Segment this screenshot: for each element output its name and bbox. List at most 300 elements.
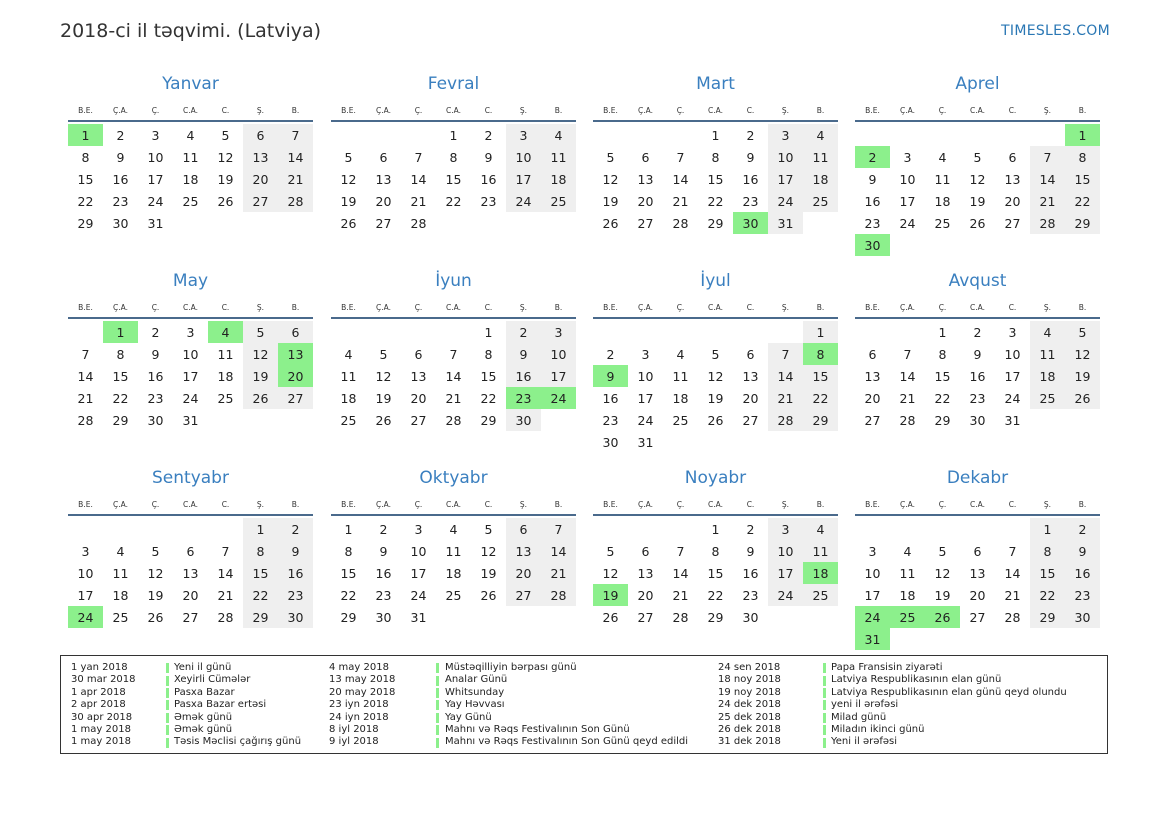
day-cell[interactable]: 7 [903,346,912,362]
day-cell[interactable]: 20 [410,390,427,406]
day-cell[interactable]: 26 [217,193,234,209]
day-cell[interactable]: 4 [344,346,353,362]
day-cell[interactable]: 4 [803,518,838,540]
day-cell[interactable]: 24 [768,190,803,212]
day-cell[interactable]: 31 [410,609,427,625]
day-cell[interactable]: 10 [182,346,199,362]
day-cell[interactable]: 22 [707,587,724,603]
day-cell[interactable]: 28 [672,215,689,231]
day-cell[interactable]: 19 [602,193,619,209]
day-cell[interactable]: 14 [672,565,689,581]
day-cell[interactable]: 7 [278,124,313,146]
day-cell[interactable]: 8 [1030,540,1065,562]
day-cell[interactable]: 13 [742,368,759,384]
day-cell[interactable]: 24 [182,390,199,406]
day-cell[interactable]: 12 [243,343,278,365]
day-cell[interactable]: 9 [116,149,125,165]
holiday-day-cell[interactable]: 4 [208,321,243,343]
day-cell[interactable]: 16 [112,171,129,187]
day-cell[interactable]: 22 [707,193,724,209]
day-cell[interactable]: 7 [414,149,423,165]
day-cell[interactable]: 4 [449,521,458,537]
day-cell[interactable]: 24 [637,412,654,428]
day-cell[interactable]: 8 [938,346,947,362]
day-cell[interactable]: 8 [711,149,720,165]
day-cell[interactable]: 19 [707,390,724,406]
day-cell[interactable]: 11 [803,146,838,168]
day-cell[interactable]: 2 [1065,518,1100,540]
day-cell[interactable]: 3 [903,149,912,165]
day-cell[interactable]: 10 [77,565,94,581]
day-cell[interactable]: 5 [344,149,353,165]
day-cell[interactable]: 29 [934,412,951,428]
day-cell[interactable]: 5 [711,346,720,362]
day-cell[interactable]: 15 [340,565,357,581]
day-cell[interactable]: 4 [903,543,912,559]
day-cell[interactable]: 10 [899,171,916,187]
day-cell[interactable]: 20 [969,587,986,603]
day-cell[interactable]: 23 [147,390,164,406]
day-cell[interactable]: 13 [182,565,199,581]
day-cell[interactable]: 14 [410,171,427,187]
day-cell[interactable]: 6 [243,124,278,146]
day-cell[interactable]: 29 [480,412,497,428]
day-cell[interactable]: 22 [340,587,357,603]
day-cell[interactable]: 2 [379,521,388,537]
day-cell[interactable]: 14 [899,368,916,384]
day-cell[interactable]: 18 [182,171,199,187]
day-cell[interactable]: 4 [116,543,125,559]
day-cell[interactable]: 27 [278,387,313,409]
day-cell[interactable]: 5 [606,543,615,559]
day-cell[interactable]: 1 [243,518,278,540]
day-cell[interactable]: 22 [1065,190,1100,212]
holiday-day-cell[interactable]: 24 [68,606,103,628]
day-cell[interactable]: 6 [746,346,755,362]
day-cell[interactable]: 9 [746,543,755,559]
day-cell[interactable]: 8 [484,346,493,362]
day-cell[interactable]: 30 [147,412,164,428]
day-cell[interactable]: 16 [278,562,313,584]
day-cell[interactable]: 13 [637,171,654,187]
day-cell[interactable]: 22 [480,390,497,406]
day-cell[interactable]: 7 [768,343,803,365]
day-cell[interactable]: 25 [1030,387,1065,409]
day-cell[interactable]: 15 [77,171,94,187]
day-cell[interactable]: 21 [278,168,313,190]
day-cell[interactable]: 17 [768,562,803,584]
day-cell[interactable]: 21 [899,390,916,406]
day-cell[interactable]: 17 [637,390,654,406]
day-cell[interactable]: 5 [973,149,982,165]
day-cell[interactable]: 23 [278,584,313,606]
day-cell[interactable]: 4 [1030,321,1065,343]
day-cell[interactable]: 17 [1004,368,1021,384]
day-cell[interactable]: 9 [484,149,493,165]
day-cell[interactable]: 28 [899,412,916,428]
day-cell[interactable]: 15 [707,565,724,581]
day-cell[interactable]: 8 [344,543,353,559]
day-cell[interactable]: 8 [81,149,90,165]
day-cell[interactable]: 2 [606,346,615,362]
day-cell[interactable]: 10 [768,540,803,562]
day-cell[interactable]: 18 [340,390,357,406]
day-cell[interactable]: 15 [243,562,278,584]
day-cell[interactable]: 10 [768,146,803,168]
day-cell[interactable]: 27 [637,215,654,231]
day-cell[interactable]: 21 [541,562,576,584]
day-cell[interactable]: 12 [375,368,392,384]
day-cell[interactable]: 22 [803,387,838,409]
day-cell[interactable]: 15 [1065,168,1100,190]
day-cell[interactable]: 1 [711,127,720,143]
day-cell[interactable]: 10 [506,146,541,168]
day-cell[interactable]: 18 [217,368,234,384]
day-cell[interactable]: 23 [864,215,881,231]
day-cell[interactable]: 4 [938,149,947,165]
day-cell[interactable]: 17 [147,171,164,187]
day-cell[interactable]: 13 [969,565,986,581]
day-cell[interactable]: 7 [676,543,685,559]
day-cell[interactable]: 2 [506,321,541,343]
day-cell[interactable]: 16 [969,368,986,384]
holiday-day-cell[interactable]: 20 [278,365,313,387]
day-cell[interactable]: 14 [672,171,689,187]
day-cell[interactable]: 1 [711,521,720,537]
day-cell[interactable]: 15 [707,171,724,187]
day-cell[interactable]: 17 [768,168,803,190]
day-cell[interactable]: 16 [375,565,392,581]
day-cell[interactable]: 9 [278,540,313,562]
day-cell[interactable]: 14 [77,368,94,384]
day-cell[interactable]: 28 [1030,212,1065,234]
day-cell[interactable]: 27 [506,584,541,606]
day-cell[interactable]: 5 [151,543,160,559]
day-cell[interactable]: 7 [221,543,230,559]
day-cell[interactable]: 10 [1004,346,1021,362]
day-cell[interactable]: 20 [637,193,654,209]
day-cell[interactable]: 7 [1030,146,1065,168]
day-cell[interactable]: 30 [1065,606,1100,628]
day-cell[interactable]: 9 [506,343,541,365]
day-cell[interactable]: 20 [506,562,541,584]
day-cell[interactable]: 29 [707,215,724,231]
day-cell[interactable]: 24 [147,193,164,209]
day-cell[interactable]: 11 [672,368,689,384]
day-cell[interactable]: 15 [1030,562,1065,584]
holiday-day-cell[interactable]: 24 [541,387,576,409]
day-cell[interactable]: 17 [864,587,881,603]
day-cell[interactable]: 18 [112,587,129,603]
holiday-day-cell[interactable]: 8 [803,343,838,365]
day-cell[interactable]: 3 [768,518,803,540]
day-cell[interactable]: 16 [1065,562,1100,584]
day-cell[interactable]: 19 [1065,365,1100,387]
day-cell[interactable]: 7 [449,346,458,362]
day-cell[interactable]: 9 [973,346,982,362]
day-cell[interactable]: 3 [541,321,576,343]
day-cell[interactable]: 12 [602,565,619,581]
day-cell[interactable]: 21 [1004,587,1021,603]
day-cell[interactable]: 31 [147,215,164,231]
day-cell[interactable]: 27 [1004,215,1021,231]
day-cell[interactable]: 5 [1065,321,1100,343]
day-cell[interactable]: 19 [147,587,164,603]
day-cell[interactable]: 25 [672,412,689,428]
day-cell[interactable]: 20 [1004,193,1021,209]
day-cell[interactable]: 20 [375,193,392,209]
day-cell[interactable]: 11 [217,346,234,362]
day-cell[interactable]: 29 [707,609,724,625]
day-cell[interactable]: 21 [672,193,689,209]
holiday-day-cell[interactable]: 19 [593,584,628,606]
day-cell[interactable]: 5 [606,149,615,165]
day-cell[interactable]: 22 [934,390,951,406]
day-cell[interactable]: 13 [410,368,427,384]
day-cell[interactable]: 26 [375,412,392,428]
day-cell[interactable]: 18 [672,390,689,406]
day-cell[interactable]: 29 [803,409,838,431]
day-cell[interactable]: 28 [768,409,803,431]
day-cell[interactable]: 6 [186,543,195,559]
day-cell[interactable]: 2 [151,324,160,340]
day-cell[interactable]: 28 [77,412,94,428]
day-cell[interactable]: 4 [676,346,685,362]
day-cell[interactable]: 22 [1030,584,1065,606]
day-cell[interactable]: 16 [864,193,881,209]
day-cell[interactable]: 3 [414,521,423,537]
day-cell[interactable]: 7 [81,346,90,362]
day-cell[interactable]: 25 [803,190,838,212]
day-cell[interactable]: 12 [707,368,724,384]
day-cell[interactable]: 11 [934,171,951,187]
day-cell[interactable]: 25 [182,193,199,209]
day-cell[interactable]: 27 [375,215,392,231]
day-cell[interactable]: 26 [147,609,164,625]
day-cell[interactable]: 26 [969,215,986,231]
day-cell[interactable]: 12 [969,171,986,187]
day-cell[interactable]: 19 [934,587,951,603]
day-cell[interactable]: 5 [484,521,493,537]
day-cell[interactable]: 27 [410,412,427,428]
day-cell[interactable]: 5 [938,543,947,559]
day-cell[interactable]: 19 [969,193,986,209]
day-cell[interactable]: 13 [375,171,392,187]
holiday-day-cell[interactable]: 9 [593,365,628,387]
day-cell[interactable]: 2 [746,521,755,537]
day-cell[interactable]: 24 [410,587,427,603]
day-cell[interactable]: 11 [182,149,199,165]
holiday-day-cell[interactable]: 25 [890,606,925,628]
day-cell[interactable]: 26 [707,412,724,428]
day-cell[interactable]: 28 [541,584,576,606]
day-cell[interactable]: 3 [186,324,195,340]
day-cell[interactable]: 2 [116,127,125,143]
day-cell[interactable]: 29 [112,412,129,428]
day-cell[interactable]: 21 [445,390,462,406]
day-cell[interactable]: 8 [449,149,458,165]
day-cell[interactable]: 28 [672,609,689,625]
day-cell[interactable]: 2 [746,127,755,143]
day-cell[interactable]: 9 [379,543,388,559]
day-cell[interactable]: 23 [112,193,129,209]
day-cell[interactable]: 13 [243,146,278,168]
day-cell[interactable]: 16 [602,390,619,406]
day-cell[interactable]: 30 [278,606,313,628]
day-cell[interactable]: 1 [938,324,947,340]
day-cell[interactable]: 11 [1030,343,1065,365]
day-cell[interactable]: 26 [602,215,619,231]
brand-link[interactable]: TIMESLES.COM [1001,23,1110,39]
day-cell[interactable]: 3 [81,543,90,559]
day-cell[interactable]: 10 [864,565,881,581]
day-cell[interactable]: 8 [1065,146,1100,168]
day-cell[interactable]: 23 [375,587,392,603]
day-cell[interactable]: 27 [969,609,986,625]
day-cell[interactable]: 16 [506,365,541,387]
day-cell[interactable]: 15 [112,368,129,384]
day-cell[interactable]: 23 [742,193,759,209]
day-cell[interactable]: 16 [742,171,759,187]
day-cell[interactable]: 28 [1004,609,1021,625]
day-cell[interactable]: 25 [340,412,357,428]
day-cell[interactable]: 23 [602,412,619,428]
day-cell[interactable]: 31 [182,412,199,428]
day-cell[interactable]: 8 [711,543,720,559]
day-cell[interactable]: 16 [147,368,164,384]
day-cell[interactable]: 29 [243,606,278,628]
day-cell[interactable]: 7 [1008,543,1017,559]
day-cell[interactable]: 11 [112,565,129,581]
day-cell[interactable]: 31 [637,434,654,450]
day-cell[interactable]: 10 [410,543,427,559]
day-cell[interactable]: 21 [410,193,427,209]
day-cell[interactable]: 23 [742,587,759,603]
day-cell[interactable]: 14 [768,365,803,387]
day-cell[interactable]: 12 [934,565,951,581]
holiday-day-cell[interactable]: 1 [1065,124,1100,146]
day-cell[interactable]: 29 [340,609,357,625]
day-cell[interactable]: 30 [969,412,986,428]
day-cell[interactable]: 29 [77,215,94,231]
day-cell[interactable]: 9 [1065,540,1100,562]
day-cell[interactable]: 16 [742,565,759,581]
day-cell[interactable]: 7 [541,518,576,540]
day-cell[interactable]: 11 [340,368,357,384]
day-cell[interactable]: 18 [934,193,951,209]
day-cell[interactable]: 25 [934,215,951,231]
day-cell[interactable]: 6 [278,321,313,343]
day-cell[interactable]: 23 [480,193,497,209]
day-cell[interactable]: 8 [116,346,125,362]
day-cell[interactable]: 18 [541,168,576,190]
day-cell[interactable]: 11 [445,543,462,559]
day-cell[interactable]: 30 [742,609,759,625]
holiday-day-cell[interactable]: 1 [103,321,138,343]
day-cell[interactable]: 17 [182,368,199,384]
day-cell[interactable]: 29 [1030,606,1065,628]
day-cell[interactable]: 10 [637,368,654,384]
day-cell[interactable]: 1 [1030,518,1065,540]
day-cell[interactable]: 6 [1008,149,1017,165]
day-cell[interactable]: 12 [147,565,164,581]
holiday-day-cell[interactable]: 24 [855,606,890,628]
day-cell[interactable]: 1 [344,521,353,537]
day-cell[interactable]: 6 [641,543,650,559]
day-cell[interactable]: 15 [934,368,951,384]
day-cell[interactable]: 1 [484,324,493,340]
holiday-day-cell[interactable]: 30 [733,212,768,234]
day-cell[interactable]: 17 [541,365,576,387]
day-cell[interactable]: 26 [480,587,497,603]
day-cell[interactable]: 17 [77,587,94,603]
day-cell[interactable]: 11 [803,540,838,562]
day-cell[interactable]: 6 [414,346,423,362]
day-cell[interactable]: 9 [868,171,877,187]
day-cell[interactable]: 24 [1004,390,1021,406]
day-cell[interactable]: 4 [541,124,576,146]
day-cell[interactable]: 18 [803,168,838,190]
day-cell[interactable]: 30 [602,434,619,450]
day-cell[interactable]: 13 [637,565,654,581]
day-cell[interactable]: 4 [186,127,195,143]
day-cell[interactable]: 29 [1065,212,1100,234]
holiday-day-cell[interactable]: 1 [68,124,103,146]
day-cell[interactable]: 27 [243,190,278,212]
day-cell[interactable]: 6 [973,543,982,559]
day-cell[interactable]: 5 [379,346,388,362]
day-cell[interactable]: 21 [77,390,94,406]
day-cell[interactable]: 5 [221,127,230,143]
day-cell[interactable]: 20 [637,587,654,603]
day-cell[interactable]: 14 [1030,168,1065,190]
day-cell[interactable]: 6 [506,518,541,540]
day-cell[interactable]: 2 [973,324,982,340]
day-cell[interactable]: 20 [864,390,881,406]
day-cell[interactable]: 18 [445,565,462,581]
day-cell[interactable]: 19 [340,193,357,209]
day-cell[interactable]: 2 [278,518,313,540]
day-cell[interactable]: 11 [899,565,916,581]
day-cell[interactable]: 22 [77,193,94,209]
day-cell[interactable]: 19 [480,565,497,581]
day-cell[interactable]: 3 [641,346,650,362]
day-cell[interactable]: 26 [1065,387,1100,409]
day-cell[interactable]: 5 [243,321,278,343]
day-cell[interactable]: 28 [217,609,234,625]
holiday-day-cell[interactable]: 31 [855,628,890,650]
day-cell[interactable]: 14 [1004,565,1021,581]
day-cell[interactable]: 14 [445,368,462,384]
day-cell[interactable]: 14 [278,146,313,168]
day-cell[interactable]: 7 [676,149,685,165]
day-cell[interactable]: 6 [641,149,650,165]
day-cell[interactable]: 21 [1030,190,1065,212]
day-cell[interactable]: 8 [243,540,278,562]
day-cell[interactable]: 26 [243,387,278,409]
day-cell[interactable]: 27 [864,412,881,428]
day-cell[interactable]: 16 [480,171,497,187]
day-cell[interactable]: 23 [1065,584,1100,606]
day-cell[interactable]: 12 [602,171,619,187]
day-cell[interactable]: 21 [672,587,689,603]
day-cell[interactable]: 28 [410,215,427,231]
day-cell[interactable]: 12 [340,171,357,187]
day-cell[interactable]: 31 [1004,412,1021,428]
holiday-day-cell[interactable]: 30 [855,234,890,256]
day-cell[interactable]: 2 [484,127,493,143]
day-cell[interactable]: 10 [541,343,576,365]
